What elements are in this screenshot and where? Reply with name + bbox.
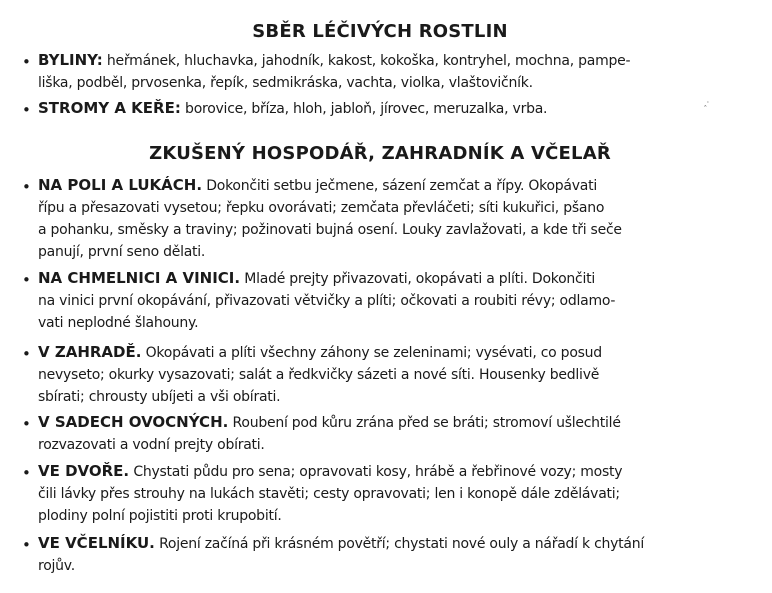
item-lead: VE VČELNÍKU. — [38, 534, 155, 552]
item-lead: V ZAHRADĚ. — [38, 343, 142, 361]
item-text-line: Chystati půdu pro sena; opravovati kosy, hrábě a řebřinové vozy; mosty — [129, 464, 623, 480]
item-text-line: plodiny polní pojistiti proti krupobití. — [38, 508, 282, 524]
bullet: • — [22, 53, 31, 71]
item-text-line: řípu a přesazovati vysetou; řepku ovorávati; zemčata převláčeti; síti kukuřici, pšano — [38, 200, 605, 216]
item-text-line: sbírati; chrousty ubíjeti a vši obírati. — [38, 389, 281, 405]
item-text-line: rozvazovati a vodní prejty obírati. — [38, 437, 265, 453]
item-lead: BYLINY: — [38, 51, 103, 69]
scan-speck: ꞈ· — [704, 98, 710, 107]
bullet: • — [22, 345, 31, 363]
herbs-section-title: SBĚR LÉČIVÝCH ROSTLIN — [252, 21, 508, 42]
bullet: • — [22, 464, 31, 482]
item-text-line: Okopávati a plíti všechny záhony se zeleninami; vysévati, co posud — [141, 345, 602, 361]
item-text-line: na vinici první okopávání, přivazovati větvičky a plíti; očkovati a roubiti révy; odlamo- — [38, 293, 616, 309]
bullet: • — [22, 178, 31, 196]
bullet: • — [22, 536, 31, 554]
item-lead: NA POLI A LUKÁCH. — [38, 176, 203, 194]
item-lead: VE DVOŘE. — [38, 462, 130, 480]
item-text-line: rojův. — [38, 558, 75, 574]
item-text-line: borovice, bříza, hloh, jabloň, jírovec, meruzalka, vrba. — [180, 101, 548, 117]
item-lead: STROMY A KEŘE: — [38, 99, 181, 117]
bullet: • — [22, 101, 31, 119]
item-text-line: Mladé prejty přivazovati, okopávati a plíti. Dokončiti — [240, 271, 596, 287]
item-text-line: a pohanku, směsky a traviny; požinovati bujná osení. Louky zavlažovati, a kde tři seče — [38, 222, 622, 238]
item-lead: NA CHMELNICI A VINICI. — [38, 269, 241, 287]
item-text-line: Rojení začíná při krásném povětří; chystati nové ouly a nářadí k chytání — [154, 536, 645, 552]
item-text-line: Dokončiti setbu ječmene, sázení zemčat a řípy. Okopávati — [202, 178, 598, 194]
item-text-line: liška, podběl, prvosenka, řepík, sedmikráska, vachta, violka, vlaštovičník. — [38, 75, 533, 91]
item-text-line: čili lávky přes strouhy na lukách stavěti; cesty opravovati; len i konopě dále zdělávati; — [38, 486, 620, 502]
farmer-section-title: ZKUŠENÝ HOSPODÁŘ, ZAHRADNÍK A VČELAŘ — [149, 143, 611, 164]
item-text-line: vati neplodné šlahouny. — [38, 315, 199, 331]
item-lead: V SADECH OVOCNÝCH. — [38, 413, 229, 431]
item-text-line: Roubení pod kůru zrána před se bráti; stromoví ušlechtilé — [228, 415, 621, 431]
item-text-line: nevyseto; okurky vysazovati; salát a ředkvičky sázeti a nové síti. Housenky bedlivě — [38, 367, 600, 383]
item-text-line: panují, první seno dělati. — [38, 244, 206, 260]
bullet: • — [22, 415, 31, 433]
item-text-line: heřmánek, hluchavka, jahodník, kakost, kokoška, kontryhel, mochna, pampe- — [102, 53, 631, 69]
bullet: • — [22, 271, 31, 289]
